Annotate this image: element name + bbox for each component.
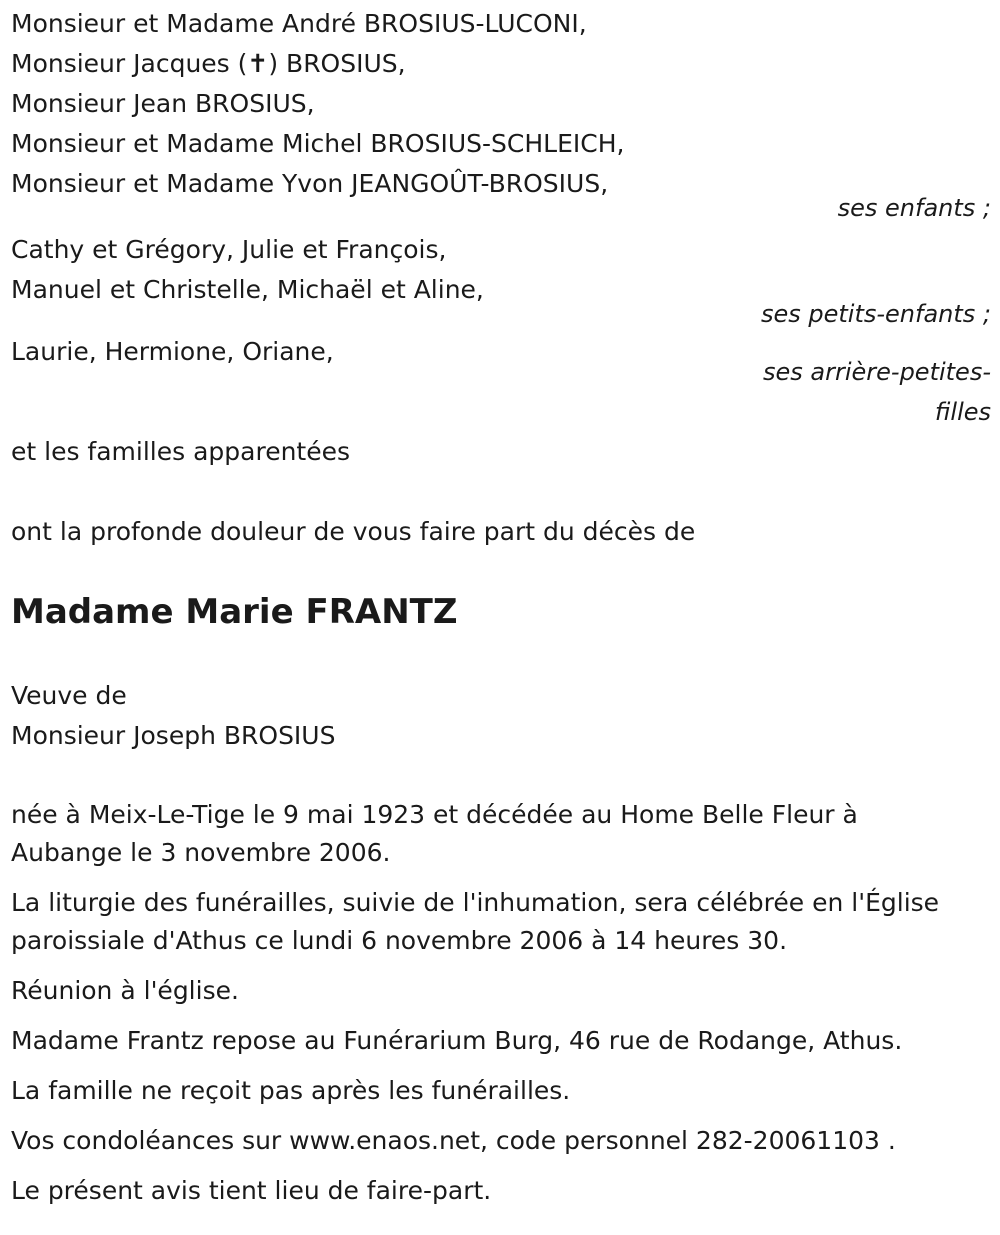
great-grandchildren-block	[11, 332, 991, 432]
grandchildren-block	[11, 230, 991, 334]
families-line: et les familles apparentées	[11, 437, 351, 466]
obituary-notice	[11, 0, 991, 1210]
child-line: Monsieur Jean BROSIUS,	[11, 89, 315, 118]
liturgy-line: La liturgie des funérailles, suivie de l'inhumation, sera célébrée en l'Église	[11, 888, 940, 917]
meeting-line: Réunion à l'église.	[11, 976, 239, 1005]
relation-grandchildren: ses petits-enfants ;	[760, 300, 991, 328]
condolences-line: Vos condoléances sur www.enaos.net, code personnel 282-20061103 .	[11, 1126, 896, 1155]
great-grandchild-line: Laurie, Hermione, Oriane,	[11, 337, 334, 366]
liturgy-line-cont: paroissiale d'Athus ce lundi 6 novembre 2006 à 14 heures 30.	[11, 926, 788, 955]
child-line: Monsieur et Madame Michel BROSIUS-SCHLEICH,	[11, 129, 625, 158]
rests-line: Madame Frantz repose au Funérarium Burg, 46 rue de Rodange, Athus.	[11, 1026, 903, 1055]
child-line: Monsieur et Madame Yvon JEANGOÛT-BROSIUS,	[11, 169, 609, 198]
birth-death-line: née à Meix-Le-Tige le 9 mai 1923 et décédée au Home Belle Fleur à	[11, 800, 858, 829]
birth-death-line-cont: Aubange le 3 novembre 2006.	[11, 838, 391, 867]
child-line: Monsieur Jacques (✝) BROSIUS,	[11, 49, 406, 78]
child-line: Monsieur et Madame André BROSIUS-LUCONI,	[11, 9, 587, 38]
relation-great-grandchildren-cont: filles	[934, 398, 991, 426]
grandchild-line: Manuel et Christelle, Michaël et Aline,	[11, 275, 484, 304]
notice-line: Le présent avis tient lieu de faire-part.	[11, 1176, 492, 1205]
widow-line: Veuve de	[11, 681, 127, 710]
children-block	[11, 4, 991, 228]
widow-spouse: Monsieur Joseph BROSIUS	[11, 721, 336, 750]
widow-block	[11, 676, 991, 756]
announcement-line: ont la profonde douleur de vous faire part du décès de	[11, 517, 696, 546]
grandchild-line: Cathy et Grégory, Julie et François,	[11, 235, 447, 264]
details-block	[11, 796, 991, 1210]
relation-great-grandchildren: ses arrière-petites-	[763, 358, 991, 386]
no-reception-line: La famille ne reçoit pas après les funérailles.	[11, 1076, 571, 1105]
deceased-name: Madame Marie FRANTZ	[11, 592, 458, 632]
relation-children: ses enfants ;	[837, 194, 991, 222]
